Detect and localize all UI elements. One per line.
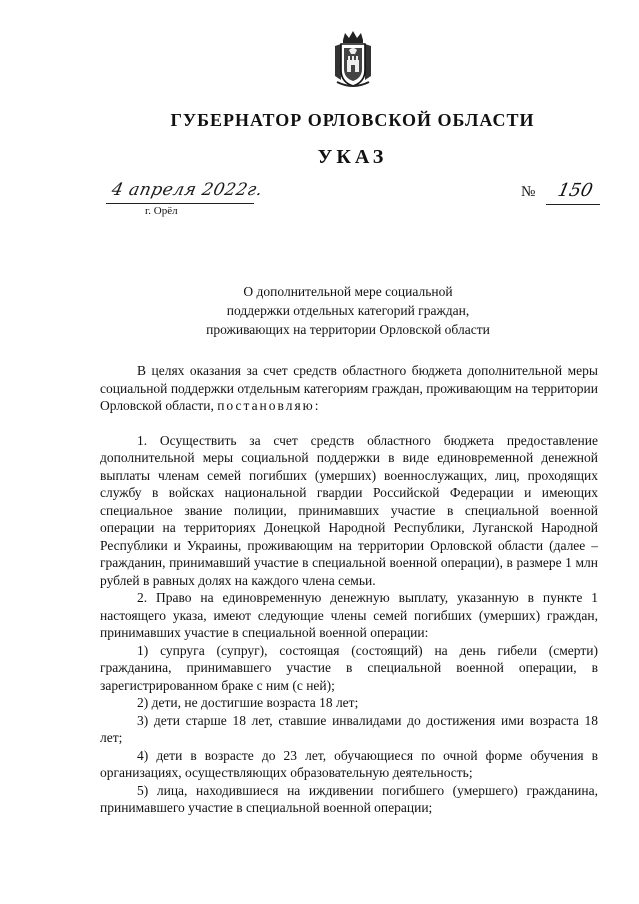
- document-body: [100, 362, 598, 817]
- subject-line: поддержки отдельных категорий граждан,: [226, 303, 470, 318]
- clause-item: 1) супруга (супруг), состоящая (состоящий) на день гибели (смерти) гражданина, принимавшего участие в специальной военной операции, в зарегистрированном браке с ним (с ней);: [100, 642, 598, 693]
- preamble-keyword: постановляю:: [217, 398, 321, 413]
- document-type: УКАЗ: [317, 146, 388, 168]
- date-underline: [106, 203, 254, 204]
- clause-paragraph: 1. Осуществить за счет средств областного бюджета предоставление дополнительной меры социальной поддержки в виде единовременной денежной выплаты членам семей погибших (умерших) военнослужащих, лиц, проходящих службу в войсках национальной гвардии Российской Федерации и имеющих специальное звание полиции, принимавших участие в специальной военной операции на территориях Донецкой Народной Республики, Луганской Народной Республики и Украины, проживающим на территории Орловской области (далее – гражданин, принимавший участие в специальной военной операции), в размере 1 млн рублей в равных долях на каждого члена семьи.: [100, 432, 598, 588]
- clause-paragraph: 2. Право на единовременную денежную выплату, указанную в пункте 1 настоящего указа, имеют следующие члены семей погибших (умерших) граждан, принимавших участие в специальной военной операции:: [100, 590, 598, 640]
- clause-item: 2) дети, не достигшие возраста 18 лет;: [137, 695, 359, 710]
- number-sign: №: [521, 184, 536, 200]
- number-underline: [546, 204, 600, 205]
- subject-line: О дополнительной мере социальной: [243, 284, 453, 299]
- city-label: г. Орёл: [145, 205, 178, 217]
- coat-of-arms-icon: [331, 30, 375, 88]
- preamble-paragraph: [100, 362, 598, 415]
- issuing-authority: ГУБЕРНАТОР ОРЛОВСКОЙ ОБЛАСТИ: [170, 110, 535, 130]
- handwritten-date: 4 апреля 2022г.: [109, 180, 265, 200]
- clause-item: 5) лица, находившиеся на иждивении погибшего (умершего) гражданина, принимавшего участие в специальной военной операции;: [100, 782, 598, 815]
- handwritten-number: 150: [555, 180, 595, 201]
- clause-item: 4) дети в возрасте до 23 лет, обучающиеся по очной форме обучения в организациях, осуществляющих образовательную деятельность;: [100, 747, 598, 780]
- clause-item: 3) дети старше 18 лет, ставшие инвалидами до достижения ими возраста 18 лет;: [100, 712, 598, 745]
- preamble-text: В целях оказания за счет средств областного бюджета дополнительной меры социальной поддержки отдельным категориям граждан, проживающим на территории Орловской области,: [100, 363, 598, 413]
- subject-line: проживающих на территории Орловской области: [206, 322, 490, 337]
- document-subject: [150, 282, 546, 339]
